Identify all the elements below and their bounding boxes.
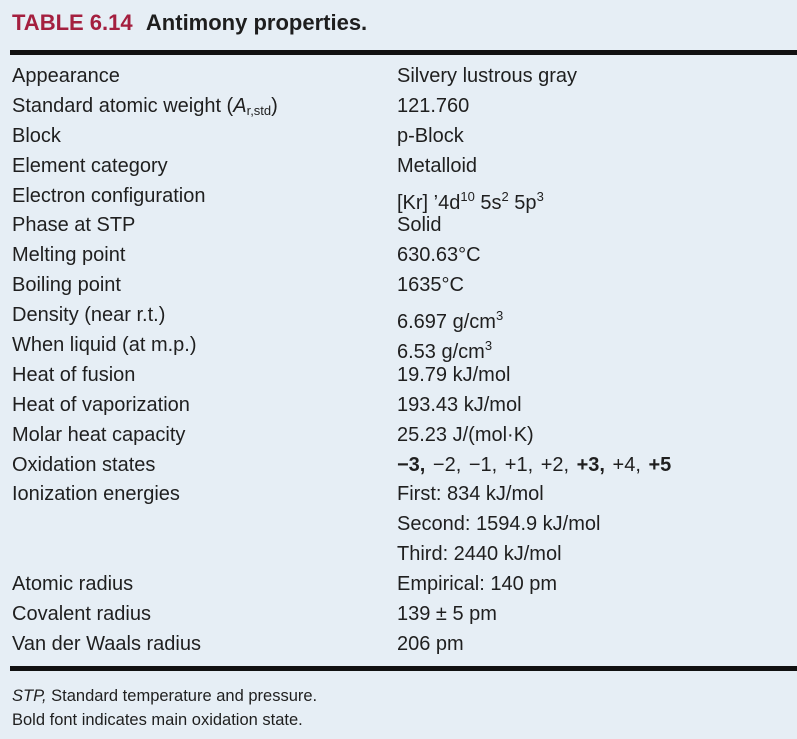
- property-label: Block: [12, 124, 61, 147]
- atomic-weight-subscript: r,std: [246, 102, 272, 118]
- table-row: [12, 211, 797, 241]
- footnote-abbreviation: STP,: [12, 687, 47, 705]
- property-value: Third: 2440 kJ/mol: [397, 543, 562, 566]
- oxidation-state: +2,: [540, 453, 570, 476]
- footnote-bold: Bold font indicates main oxidation state.: [12, 711, 303, 729]
- property-label: Atomic radius: [12, 573, 134, 596]
- property-value: Silvery lustrous gray: [397, 65, 578, 87]
- property-value: 25.23 J/(mol·K): [397, 423, 534, 446]
- property-label: When liquid (at m.p.): [12, 334, 197, 357]
- property-value: 19.79 kJ/mol: [397, 363, 511, 386]
- property-label: Density (near r.t.): [12, 304, 166, 327]
- property-value: Empirical: 140 pm: [397, 573, 558, 596]
- table-title: Antimony properties.: [145, 10, 368, 35]
- property-value: Metalloid: [397, 154, 478, 177]
- table-row: [12, 630, 797, 660]
- oxidation-state: −2,: [432, 453, 462, 476]
- oxidation-state: −1,: [468, 453, 498, 476]
- property-value: 121.760: [397, 94, 470, 117]
- property-label: Heat of vaporization: [12, 393, 190, 416]
- property-label: Element category: [12, 154, 168, 177]
- property-label: Ionization energies: [12, 483, 180, 506]
- property-value: 6.697 $g/cm^3$: [397, 308, 504, 334]
- oxidation-states-value: [397, 451, 673, 481]
- property-value: First: 834 kJ/mol: [397, 483, 544, 506]
- property-label: Van der Waals radius: [12, 632, 201, 655]
- property-value: 206 pm: [397, 632, 464, 655]
- oxidation-state: +1,: [504, 453, 534, 476]
- property-value: 193.43 kJ/mol: [397, 393, 522, 416]
- property-value: 630.63°C: [397, 244, 481, 267]
- table-row: [12, 301, 797, 334]
- oxidation-state: +5: [648, 453, 672, 476]
- table-row: [12, 391, 797, 421]
- property-label: Molar heat capacity: [12, 423, 186, 446]
- property-value: 139 ± 5 pm: [397, 603, 497, 626]
- property-label: Heat of fusion: [12, 363, 136, 386]
- table-row: [12, 421, 797, 451]
- property-label: Appearance: [12, 65, 120, 87]
- table-row: [12, 570, 797, 600]
- table-row: [12, 480, 797, 510]
- table-row: [12, 62, 797, 92]
- electron-configuration-value: [Kr] $’4d^{10}$ $5s^2$ $5p^3$: [397, 188, 544, 214]
- property-label: Standard atomic weight $(A_{r,std})$: [12, 94, 278, 118]
- table-row: [12, 331, 797, 364]
- property-value: 1635°C: [397, 274, 464, 297]
- table-row: [12, 92, 797, 122]
- property-label: Melting point: [12, 244, 126, 267]
- property-label: Boiling point: [12, 274, 121, 297]
- atomic-weight-symbol: A: [233, 94, 247, 117]
- property-value: p-Block: [397, 124, 464, 147]
- table-caption: [12, 10, 367, 36]
- oxidation-state: +4,: [612, 453, 641, 476]
- property-value: Solid: [397, 214, 442, 237]
- table-row: [12, 152, 797, 182]
- table-row: [12, 271, 797, 301]
- table-row: [12, 241, 797, 271]
- table-footnotes: [12, 684, 317, 732]
- top-rule: [10, 50, 797, 55]
- footnote-stp: STP, Standard temperature and pressure.: [12, 687, 318, 705]
- table-row: [12, 182, 797, 212]
- table-row: [12, 540, 797, 570]
- property-value: Second: 1594.9 kJ/mol: [397, 513, 601, 536]
- property-label: Oxidation states: [12, 453, 156, 476]
- oxidation-state: −3,: [397, 453, 426, 476]
- table-row: [12, 451, 797, 481]
- bottom-rule: [10, 666, 797, 671]
- property-label: Phase at STP: [12, 214, 136, 237]
- table-row: [12, 600, 797, 630]
- property-label: Electron configuration: [12, 184, 206, 207]
- table-row: [12, 361, 797, 391]
- table-row: [12, 510, 797, 540]
- table-row: [12, 122, 797, 152]
- table-number: TABLE 6.14: [12, 10, 133, 35]
- properties-table: [12, 62, 797, 660]
- oxidation-state: +3,: [576, 453, 605, 476]
- property-value: 6.53 $g/cm^3$: [397, 338, 493, 364]
- property-label: Covalent radius: [12, 603, 151, 626]
